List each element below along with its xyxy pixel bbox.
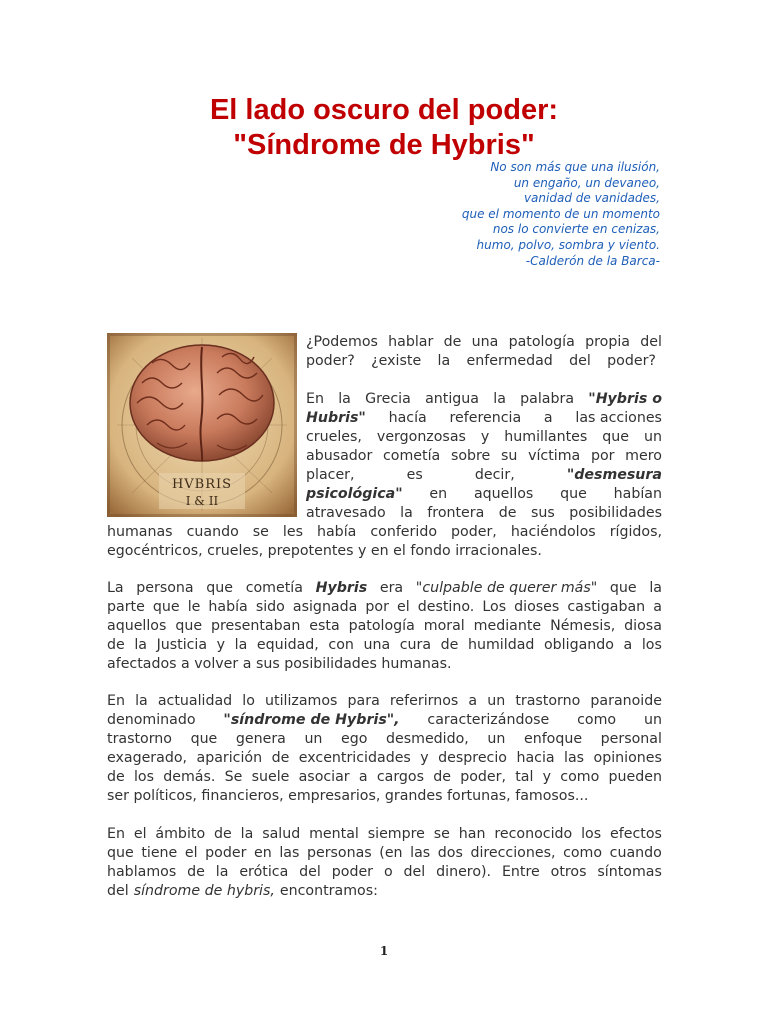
- text-line: aquellos que presentaban esta patología moral mediante Némesis, diosa: [107, 618, 662, 634]
- text-line: poder? ¿existe la enfermedad del poder?: [306, 353, 656, 369]
- text-line: En la actualidad lo utilizamos para referirnos a un trastorno paranoide: [107, 693, 662, 709]
- text-line: de los demás. Se suele asociar a cargos de poder, tal y como pueden: [107, 769, 662, 785]
- paragraph-nemesis: [107, 579, 662, 674]
- text-line: del síndrome de hybris, encontramos:: [107, 883, 378, 899]
- quote-line: humo, polvo, sombra y viento.: [476, 237, 660, 252]
- text-line: que tiene el poder en las personas (en las dos direcciones, como cuando: [107, 845, 662, 861]
- epigraph-quote: [462, 160, 660, 269]
- paragraph-symptoms-intro: [107, 825, 662, 901]
- quote-line: nos lo convierte en cenizas,: [492, 222, 660, 237]
- text-line: afectados a volver a sus posibilidades humanas.: [107, 656, 452, 672]
- quote-line: vanidad de vanidades,: [523, 191, 660, 206]
- text-line: crueles, vergonzosas y humillantes que un: [306, 429, 662, 445]
- text-line: ser políticos, financieros, empresarios, grandes fortunas, famosos...: [107, 788, 589, 804]
- text-line: denominado "síndrome de Hybris", caracterizándose como un: [107, 712, 662, 728]
- quote-line: un engaño, un devaneo,: [513, 175, 660, 190]
- paragraph-intro: [306, 333, 662, 371]
- image-caption-line2: I & II: [185, 494, 219, 508]
- page-title-line1: El lado oscuro del poder:: [209, 94, 559, 126]
- page-number: 1: [379, 944, 389, 958]
- quote-line: No son más que una ilusión,: [490, 160, 660, 174]
- quote-author: -Calderón de la Barca-: [525, 253, 660, 268]
- brain-illustration: [107, 333, 297, 517]
- text-line: ¿Podemos hablar de una patología propia del: [306, 334, 662, 350]
- text-line: psicológica" en aquellos que habían: [306, 486, 662, 502]
- text-line: placer, es decir, "desmesura: [306, 467, 662, 483]
- quote-line: que el momento de un momento: [461, 206, 660, 221]
- text-line: La persona que cometía Hybris era "culpable de querer más" que la: [107, 580, 662, 596]
- text-line: trastorno que genera un ego desmedido, un enfoque personal: [107, 731, 662, 747]
- text-line: hablamos de la erótica del poder o del dinero). Entre otros síntomas: [107, 864, 662, 880]
- text-line: abusador cometía sobre su víctima por mero: [306, 448, 662, 464]
- text-line: En el ámbito de la salud mental siempre se han reconocido los efectos: [107, 826, 662, 842]
- text-line: egocéntricos, crueles, prepotentes y en el fondo irracionales.: [107, 543, 542, 559]
- paragraph-hybris-origin-cont: [107, 523, 662, 561]
- text-line: atravesado la frontera de sus posibilidades: [306, 505, 662, 521]
- paragraph-hybris-origin: [306, 390, 662, 523]
- text-line: humanas cuando se les había conferido poder, haciéndolos rígidos,: [107, 524, 662, 540]
- image-caption-line1: HVBRIS: [171, 477, 233, 492]
- text-line: parte que le había sido asignada por el destino. Los dioses castigaban a: [107, 599, 662, 615]
- text-line: Hubris" hacía referencia a las acciones: [306, 410, 662, 426]
- text-line: En la Grecia antigua la palabra "Hybris o: [306, 391, 662, 407]
- page-title-line2: "Síndrome de Hybris": [233, 129, 535, 161]
- text-line: exagerado, aparición de excentricidades y desprecio hacia las opiniones: [107, 750, 662, 766]
- text-line: de la Justicia y la equidad, con una cura de humildad obligando a los: [107, 637, 662, 653]
- paragraph-definition: [107, 692, 662, 806]
